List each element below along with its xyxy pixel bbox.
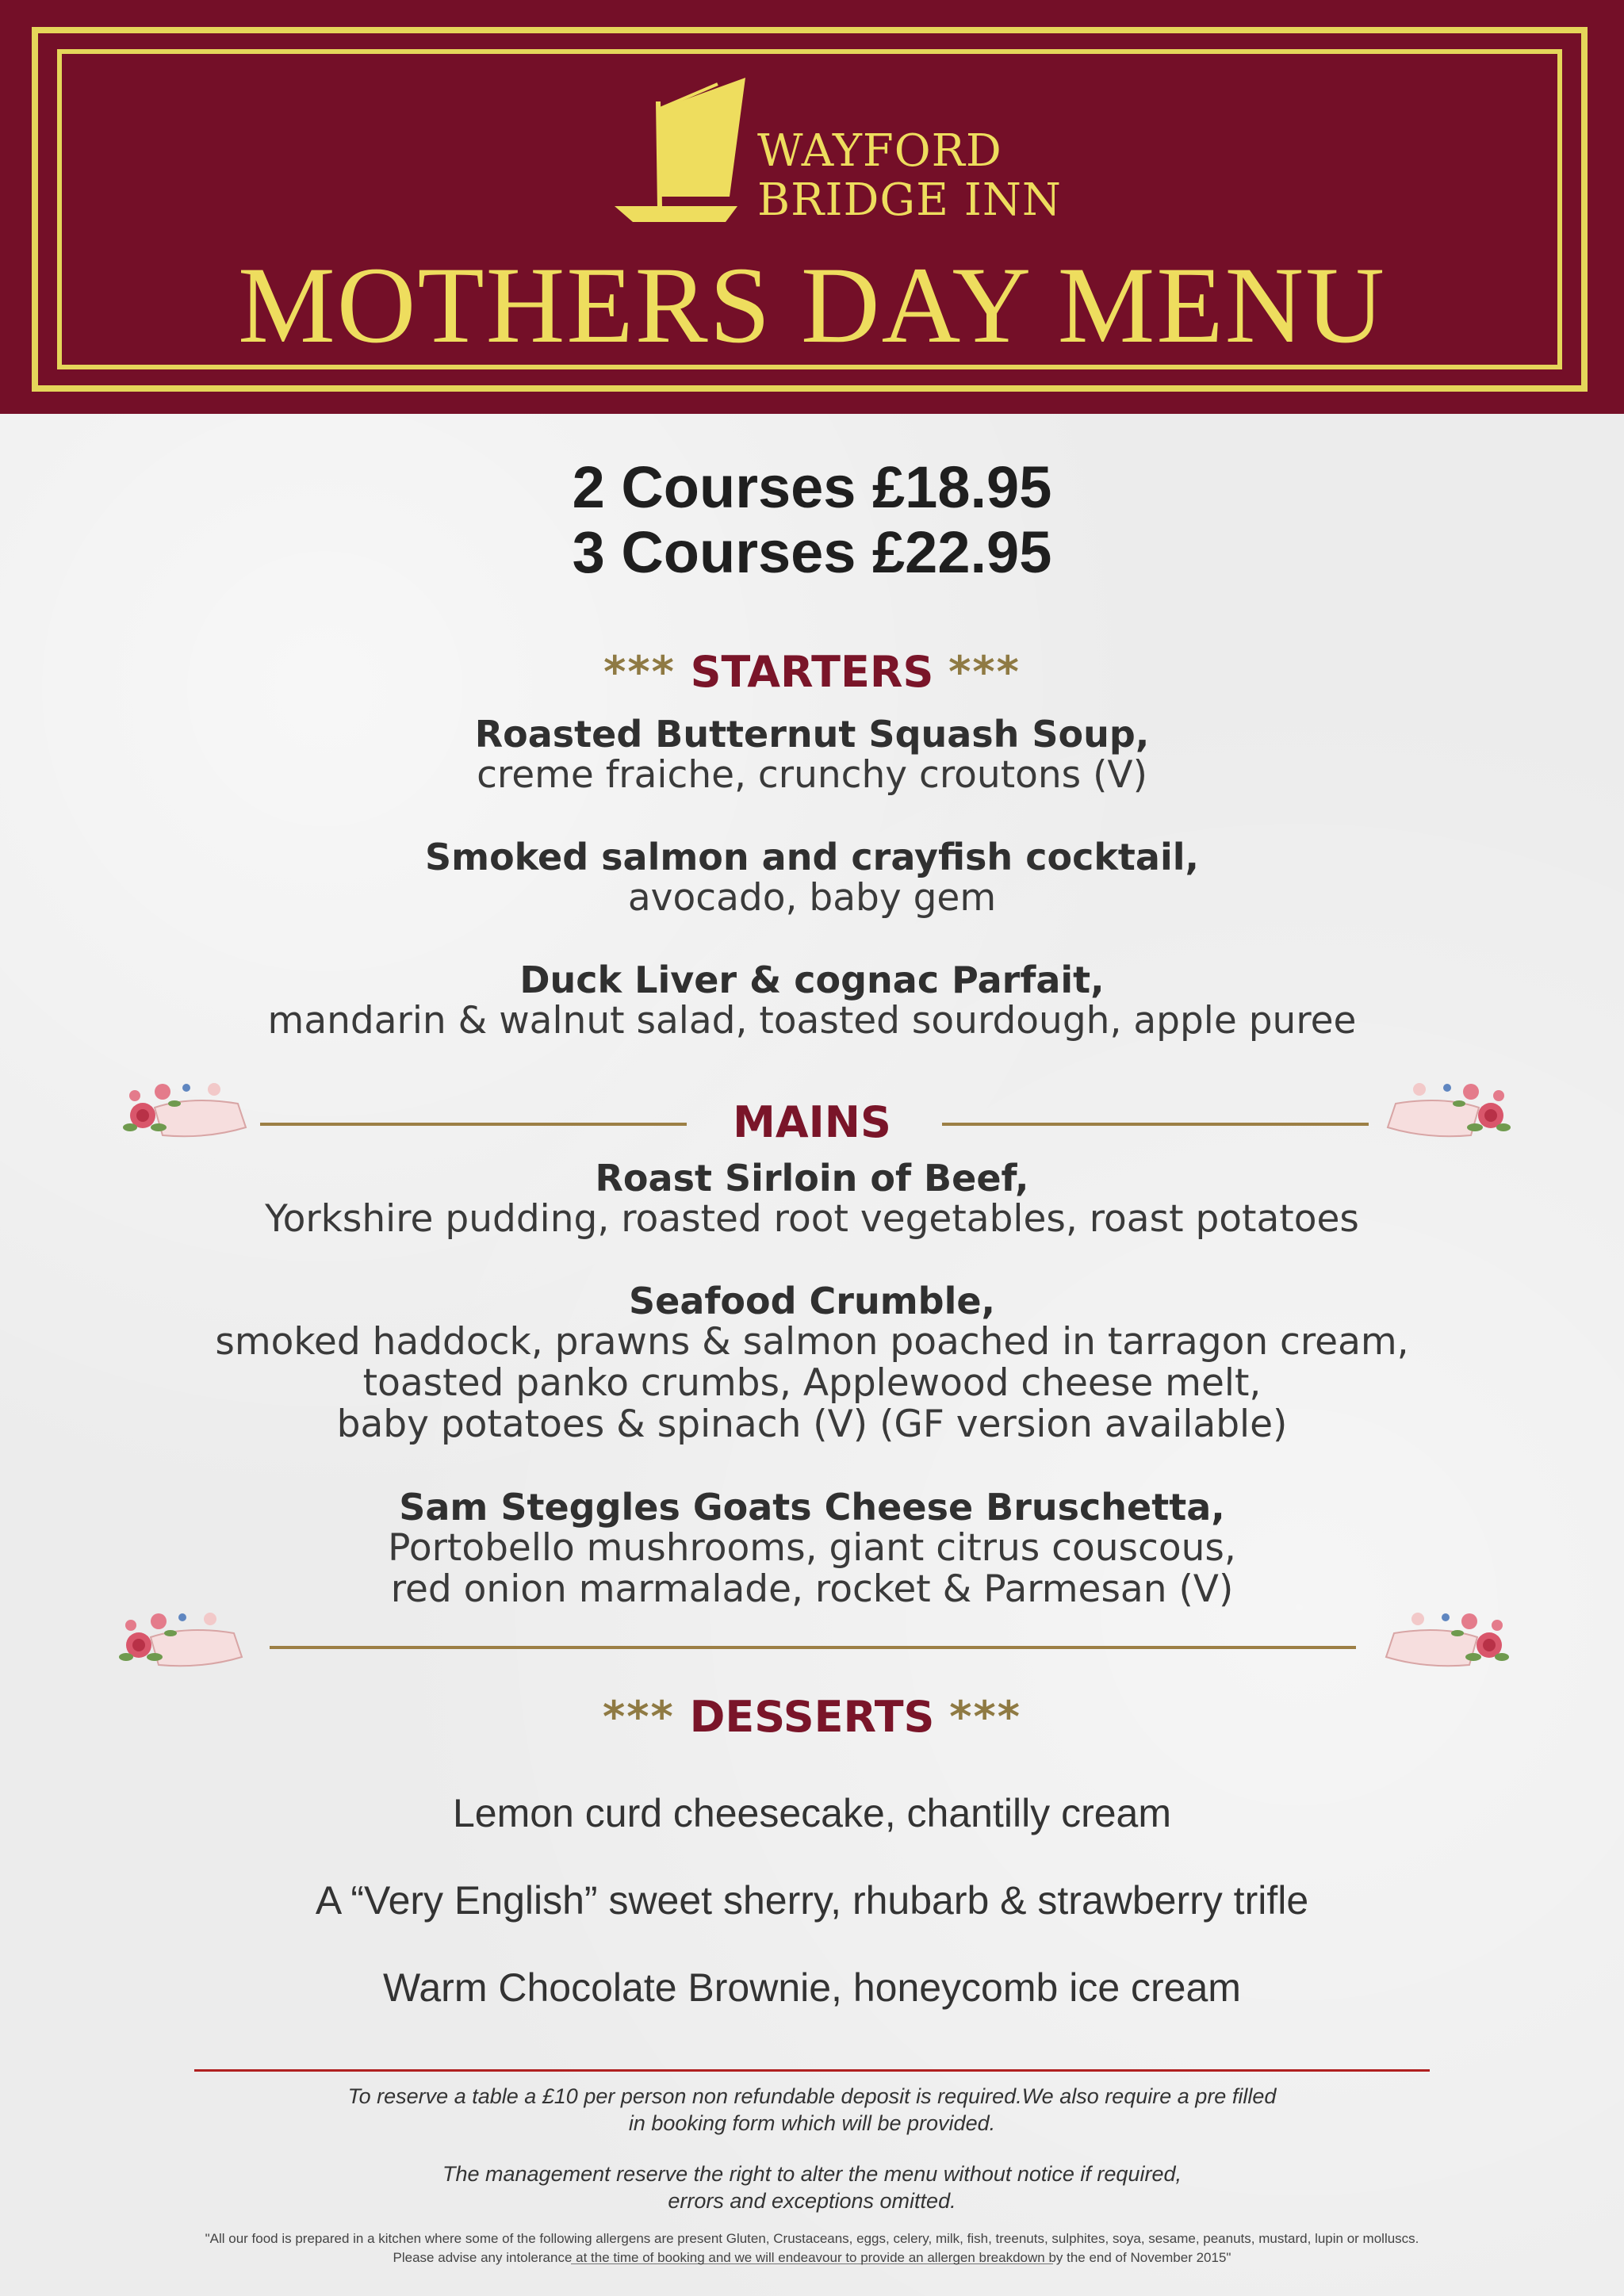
dish-description: creme fraiche, crunchy croutons (V) [477, 753, 1147, 797]
course-prices [0, 455, 1624, 585]
stars-left: *** [603, 647, 676, 697]
brand-line-2: BRIDGE INN [757, 174, 1062, 226]
starter-item [0, 714, 1624, 796]
allergen-note [0, 2229, 1624, 2267]
dessert-item: A “Very English” sweet sherry, rhubarb & strawberry trifle [315, 1878, 1309, 1923]
starters-heading [0, 649, 1624, 696]
dessert-item: Lemon curd cheesecake, chantilly cream [452, 1791, 1171, 1835]
dish-name: Roasted Butternut Squash Soup, [474, 713, 1150, 756]
brand-name [757, 127, 1062, 225]
management-line-2: errors and exceptions omitted. [668, 2189, 956, 2213]
dish-name: Sam Steggles Goats Cheese Bruschetta, [399, 1486, 1225, 1529]
stars-right: *** [949, 1692, 1021, 1742]
mains-divider [270, 1646, 1356, 1649]
dish-name: Duck Liver & cognac Parfait, [519, 959, 1105, 1001]
starter-item [0, 836, 1624, 919]
allergen-line-2: Please advise any intolerance at the time of booking and we will endeavour to provide an allergen breakdown by the end of November 2015" [393, 2250, 1231, 2265]
header-banner [0, 0, 1624, 414]
stars-right: *** [948, 647, 1021, 697]
dish-description: mandarin & walnut salad, toasted sourdough, apple puree [267, 999, 1357, 1043]
management-note [0, 2160, 1624, 2214]
dish-description: smoked haddock, prawns & salmon poached in tarragon cream, [215, 1320, 1409, 1364]
brand-line-1: WAYFORD [757, 125, 1002, 177]
dish-description: Portobello mushrooms, giant citrus couscous, [388, 1526, 1236, 1570]
starters-title: STARTERS [690, 647, 934, 697]
rose-banner-icon [1378, 1601, 1513, 1681]
starter-item [0, 959, 1624, 1042]
main-item [0, 1487, 1624, 1610]
dish-name: Seafood Crumble, [628, 1280, 996, 1322]
dish-description: toasted panko crumbs, Applewood cheese melt, [362, 1361, 1262, 1405]
menu-title: MOTHERS DAY MENU [238, 244, 1386, 365]
sailboat-icon [611, 78, 753, 230]
stars-left: *** [603, 1692, 675, 1742]
dish-name: Smoked salmon and crayfish cocktail, [425, 836, 1199, 878]
footer-rule [194, 2069, 1430, 2072]
mains-title: MAINS [733, 1097, 891, 1147]
deposit-line-1: To reserve a table a £10 per person non refundable deposit is required.We also require a pre filled [347, 2084, 1277, 2108]
management-line-1: The management reserve the right to alter the menu without notice if required, [442, 2162, 1182, 2186]
dish-description: red onion marmalade, rocket & Parmesan (V) [390, 1567, 1234, 1611]
dessert-item: Warm Chocolate Brownie, honeycomb ice cream [383, 1965, 1241, 2010]
dish-name: Roast Sirloin of Beef, [595, 1157, 1029, 1200]
deposit-note [0, 2083, 1624, 2137]
three-course-price: 3 Courses £22.95 [572, 519, 1052, 585]
dish-description: Yorkshire pudding, roasted root vegetables, roast potatoes [265, 1197, 1359, 1241]
mains-rule-right [942, 1123, 1369, 1126]
rose-banner-icon [115, 1601, 250, 1681]
desserts-title: DESSERTS [689, 1692, 935, 1742]
desserts-heading [0, 1693, 1624, 1741]
dish-description: baby potatoes & spinach (V) (GF version available) [336, 1402, 1288, 1446]
deposit-line-2: in booking form which will be provided. [628, 2111, 996, 2135]
rose-banner-icon [1380, 1072, 1515, 1151]
allergen-line-1: "All our food is prepared in a kitchen where some of the following allergens are present Gluten, Crustaceans, eggs, celery, milk, fish, treenuts, sulphites, soya, sesame, peanuts, mustard, lupin or molluscs. [205, 2231, 1419, 2246]
two-course-price: 2 Courses £18.95 [572, 454, 1052, 520]
main-item [0, 1280, 1624, 1445]
main-item [0, 1158, 1624, 1240]
dish-description: avocado, baby gem [627, 876, 997, 920]
